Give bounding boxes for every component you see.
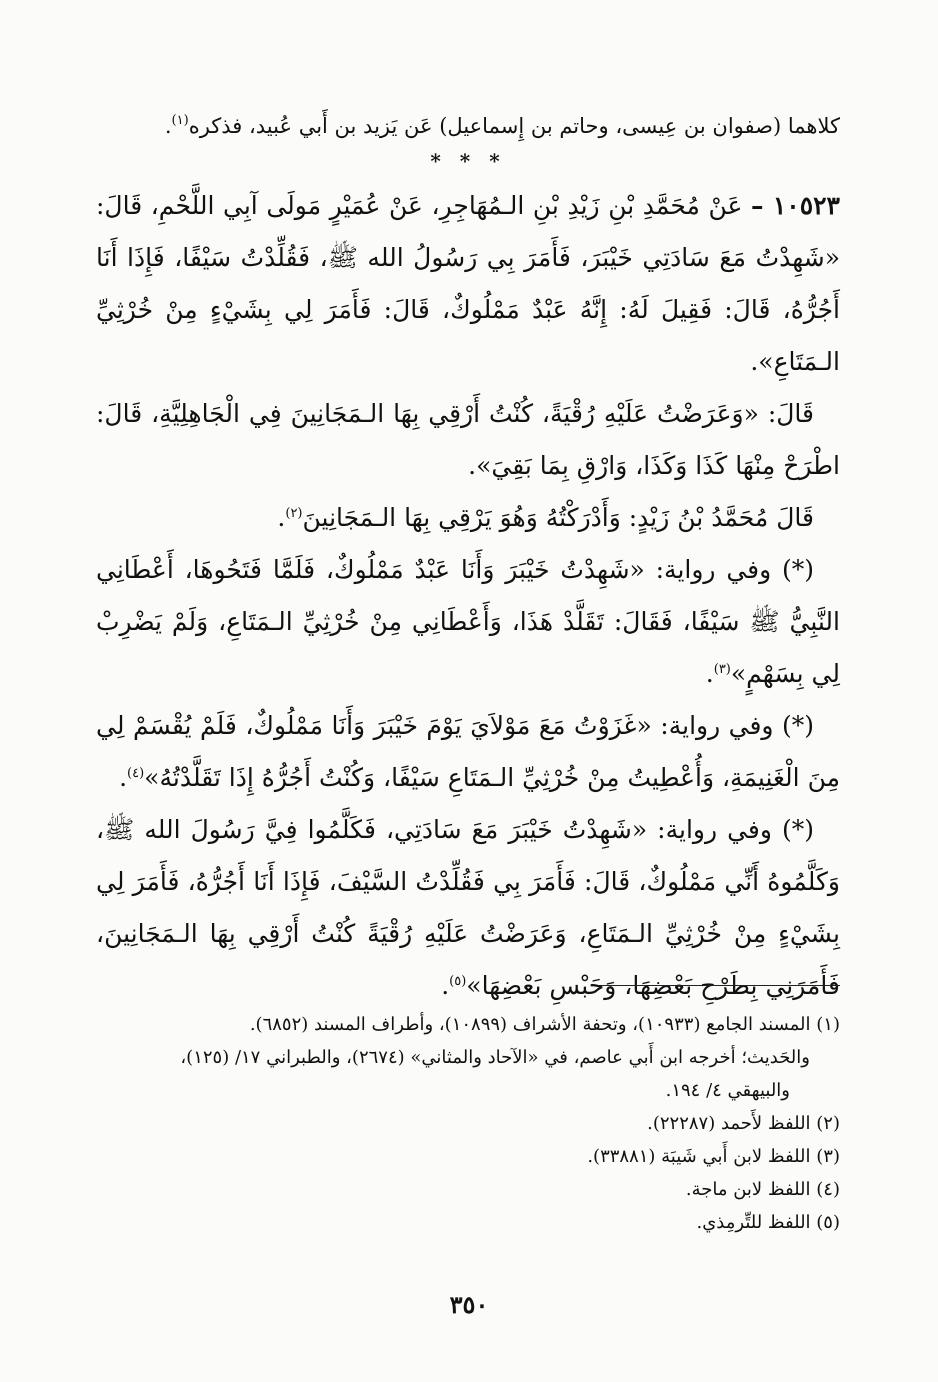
footnote-4: (٤) اللفظ لابن ماجة. [685,1179,840,1200]
section-separator: * * * [430,149,506,173]
narration-paragraph [96,388,840,492]
paragraph-text: (*) وفي رواية: «غَزَوْتُ مَعَ مَوْلاَيَ يَوْمَ خَيْبَرَ وَأَنَا مَمْلُوكٌ، فَلَمْ يُقْسَمْ لِي مِنَ الْغَنِيمَةِ، وَأُعْطِيتُ مِنْ خُرْثِيِّ الـمَتَاعِ سَيْفًا، وَكُنْتُ أَجُرُّهُ إِذَا تَقَلَّدْتُهُ» [96,711,840,792]
intro-line: كلاهما (صفوان بن عِيسى، وحاتم بن إِسماعيل) عَن يَزيد بن أَبي عُبيد، فذكره$^{(١)}$. [164,113,840,138]
hadith-line: «شَهِدْتُ مَعَ سَادَتِي خَيْبَرَ، فَأَمَرَ بِي رَسُولُ الله ﷺ، فَقُلِّدْتُ سَيْفًا، فَإِذَا أَنَا [96,243,840,272]
paragraph-tail: . [277,503,286,532]
paragraph-text: (*) وفي رواية: «شَهِدْتُ خَيْبَرَ وَأَنَا عَبْدٌ مَمْلُوكٌ، فَلَمَّا فَتَحُوهَا، أَعْطَانِي النَّبِيُّ ﷺ سَيْفًا، فَقَالَ: تَقَلَّدْ هَذَا، وَأَعْطَانِي مِنْ خُرْثِيِّ الـمَتَاعِ، وَلَمْ يَضْرِبْ لِي بِسَهْمٍ» [96,555,840,688]
footnote-ref-1[interactable]: (١) [171,113,189,128]
hadith-number: ١٠٥٢٣ – [751,191,840,220]
footnote-1-continuation: والحَديث؛ أخرجه ابن أَبي عاصم، في «الآحاد والمثاني» (٢٦٧٤)، والطبراني ١٧/ (١٢٥)، [180,1047,810,1068]
footnote-3: (٣) اللفظ لابن أَبي شَيبَة (٣٣٨٨١). [587,1146,840,1167]
paragraph-text: قَالَ مُحَمَّدُ بْنُ زَيْدٍ: وَأَدْرَكْتُهُ وَهُوَ يَرْقِي بِهَا الـمَجَانِينَ [302,503,814,532]
footnote-ref-5[interactable]: (٥) [449,974,467,989]
footnote-5: (٥) اللفظ للتِّرمِذي. [696,1212,840,1233]
footnote-1: (١) المسند الجامع (١٠٩٣٣)، وتحفة الأشراف (١٠٨٩٩)، وأطراف المسند (٦٨٥٢). [249,1014,840,1035]
footnote-ref-4[interactable]: (٤) [127,766,145,781]
intro-text: كلاهما (صفوان بن عِيسى، وحاتم بن إِسماعيل) عَن يَزيد بن أَبي عُبيد، فذكره [188,114,840,138]
paragraph-tail: . [119,763,128,792]
footnote-ref-2[interactable]: (٢) [285,506,303,521]
footnote-divider [598,985,840,986]
paragraph-text: قَالَ: «وَعَرَضْتُ عَلَيْهِ رُقْيَةً، كُنْتُ أَرْقِي بِهَا الـمَجَانِينَ فِي الْجَاهِلِيَّةِ، قَالَ: اطْرَحْ مِنْهَا كَذَا وَكَذَا، وَارْقِ بِمَا بَقِيَ». [96,399,840,480]
footnote-2: (٢) اللفظ لأَحمد (٢٢٢٨٧). [647,1113,840,1134]
footnotes [96,1008,840,1239]
hadith-main-text [96,180,840,388]
hadith-line: أَجُرُّهُ، قَالَ: فَقِيلَ لَهُ: إِنَّهُ عَبْدٌ مَمْلُوكٌ، قَالَ: فَأَمَرَ لِي بِشَيْءٍ مِنْ خُرْثِيِّ الـمَتَاعِ». [96,295,840,376]
page-body [96,100,840,1012]
paragraph-text: (*) وفي رواية: «شَهِدْتُ خَيْبَرَ مَعَ سَادَتِي، فَكَلَّمُوا فِيَّ رَسُولَ الله ﷺ، وَكَلَّمُوهُ أَنِّي مَمْلُوكٌ، قَالَ: فَأَمَرَ بِي فَقُلِّدْتُ السَّيْفَ، فَإِذَا أَنَا أَجُرُّهُ، فَأَمَرَ لِي بِشَيْءٍ مِنْ خُرْثِيِّ الـمَتَاعِ، وَعَرَضْتُ عَلَيْهِ رُقْيَةً كُنْتُ أَرْقِي بِهَا الـمَجَانِينَ، فَأَمَرَنِي بِطَرْحِ بَعْضِهَا، وَحَبْسِ بَعْضِهَا» [96,815,840,1000]
footnote-1-continuation-2: والبيهقي ٤/ ١٩٤. [665,1080,790,1101]
narration-paragraph [96,700,840,804]
narration-paragraph [96,804,840,1012]
paragraph-tail: . [441,971,450,1000]
narration-paragraph [96,492,840,544]
narration-paragraph [96,544,840,700]
page-number: ٣٥٠ [449,1290,489,1319]
hadith-line: عَنْ مُحَمَّدِ بْنِ زَيْدِ بْنِ الـمُهَاجِرِ، عَنْ عُمَيْرٍ مَولَى آبِي اللَّحْمِ، قَالَ: [96,191,743,220]
paragraph-tail: . [705,659,714,688]
footnote-ref-3[interactable]: (٣) [713,662,731,677]
